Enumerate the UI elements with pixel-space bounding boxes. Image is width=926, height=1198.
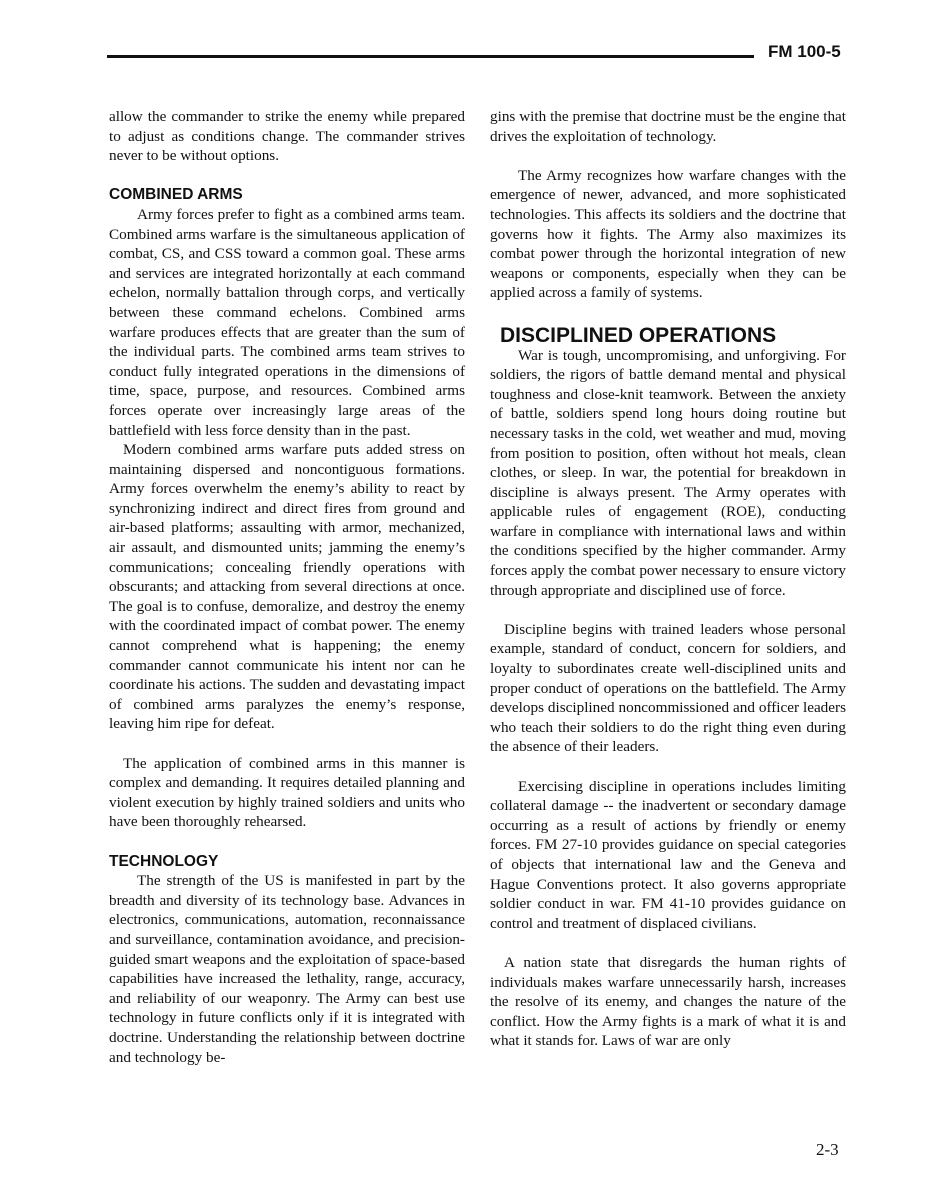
disciplined-operations-heading: DISCIPLINED OPERATIONS [500,323,777,347]
combined-arms-paragraph-2: Modern combined arms warfare puts added stress on maintaining dispersed and noncontiguous formations. Army forces overwhelm the enemy’s ability to react by synchronizing indirect and direct fires from ground and air-based platforms; assaulting with armor, mechanized, air assault, and dismounted units; jamming the enemy’s communications; concealing friendly operations with obscurants; and attacking from several directions at once. The goal is to confuse, demoralize, and destroy the enemy with the coordinated impact of combat power. The enemy cannot comprehend what is happening; the enemy commander cannot communicate his intent nor can he coordinate his actions. The sudden and devastating impact of combined arms paralyzes the enemy’s response, leaving him ripe for defeat. [109,441,465,733]
disciplined-operations-paragraph-3: Exercising discipline in operations includes limiting collateral damage -- the inadvertent or secondary damage occurring as a result of actions by friendly or enemy forces. FM 27-10 provides guidance on special categories of objects that international law and the Geneva and Hague Conventions protect. It also governs appropriate soldier conduct in war. FM 41-10 provides guidance on control and treatment of displaced civilians. [490,777,846,932]
combined-arms-paragraph-1: Army forces prefer to fight as a combined arms team. Combined arms warfare is the simultaneous application of combat, CS, and CSS toward a common goal. These arms and services are integrated horizontally at each command echelon, normally battalion through corps, and vertically between these command echelons. Combined arms warfare produces effects that are greater than the sum of the individual parts. The combined arms team strives to conduct fully integrated operations in the dimensions of time, space, purpose, and resources. Combined arms forces operate over increasingly large areas of the battlefield with less force density than in the past. [109,205,465,439]
technology-heading: TECHNOLOGY [109,852,219,870]
left-column [109,107,465,1067]
running-head: FM 100-5 [768,42,841,61]
page-number: 2-3 [816,1140,839,1159]
technology-continued-paragraph-2: The Army recognizes how warfare changes with the emergence of newer, advanced, and more sophisticated technologies. This affects its soldiers and the doctrine that governs how it fights. The Army also maximizes its combat power through the horizontal integration of new weapons or components, especially when they can be applied across a family of systems. [490,166,846,302]
intro-continuation-paragraph: allow the commander to strike the enemy while prepared to adjust as conditions change. The commander strives never to be without options. [109,108,465,165]
technology-continued-paragraph-1: gins with the premise that doctrine must be the engine that drives the exploitation of technology. [490,108,846,145]
header-rule [107,55,754,58]
combined-arms-heading: COMBINED ARMS [109,186,243,204]
disciplined-operations-paragraph-2: Discipline begins with trained leaders whose personal example, standard of conduct, concern for soldiers, and loyalty to subordinates create well-disciplined units and proper conduct of operations on the battlefield. The Army develops disciplined noncommissioned and officer leaders who teach their soldiers to do the right thing even during the absence of their leaders. [490,620,846,756]
disciplined-operations-paragraph-1: War is tough, uncompromising, and unforgiving. For soldiers, the rigors of battle demand mental and physical toughness and close-knit teamwork. Between the anxiety of battle, soldiers spend long hours doing routine but necessary tasks in the cold, wet weather and mud, moving from position to position, often without hot meals, clean clothes, or sleep. In war, the potential for breakdown in discipline is always present. The Army operates with applicable rules of engagement (ROE), conducting warfare in compliance with international laws and within the conditions specified by the higher commander. Army forces apply the combat power necessary to ensure victory through appropriate and disciplined use of force. [490,346,846,599]
disciplined-operations-paragraph-4: A nation state that disregards the human rights of individuals makes warfare unnecessarily harsh, increases the resolve of its enemy, and changes the nature of the conflict. How the Army fights is a mark of what it is and what it stands for. Laws of war are only [490,953,846,1050]
combined-arms-paragraph-3: The application of combined arms in this manner is complex and demanding. It requires detailed planning and violent execution by highly trained soldiers and units who have been thoroughly rehearsed. [109,754,465,831]
right-column [490,107,846,1051]
technology-paragraph-1: The strength of the US is manifested in part by the breadth and diversity of its technology base. Advances in electronics, communications, automation, reconnaissance and surveillance, contamination avoidance, and precision-guided smart weapons and the exploitation of space-based capabilities have increased the lethality, range, accuracy, and reliability of our weaponry. The Army can best use technology in future conflicts only if it is integrated with doctrine. Understanding the relationship between doctrine and technology be- [109,872,465,1066]
